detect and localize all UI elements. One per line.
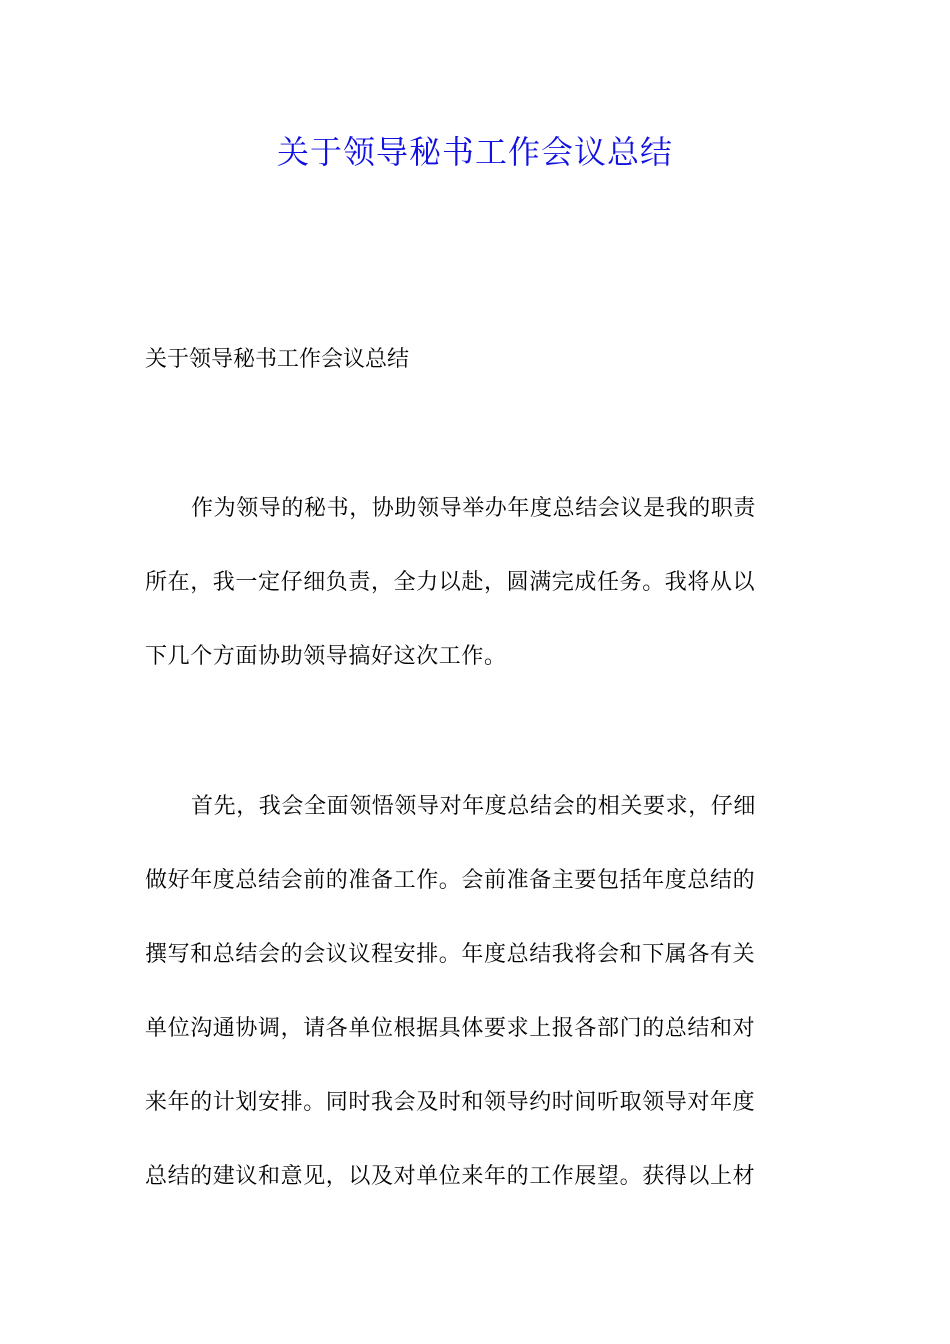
paragraph-line: 所在，我一定仔细负责，全力以赴，圆满完成任务。我将从以 <box>145 570 756 595</box>
paragraph-line: 作为领导的秘书，协助领导举办年度总结会议是我的职责 <box>191 496 757 521</box>
document-title: 关于领导秘书工作会议总结 <box>276 133 673 171</box>
paragraph-line: 下几个方面协助领导搞好这次工作。 <box>145 644 507 669</box>
paragraph-line: 单位沟通协调，请各单位根据具体要求上报各部门的总结和对 <box>145 1016 756 1041</box>
paragraph-line: 撰写和总结会的会议议程安排。年度总结我将会和下属各有关 <box>145 942 756 967</box>
paragraph-line: 来年的计划安排。同时我会及时和领导约时间听取领导对年度 <box>145 1090 756 1115</box>
paragraph-line: 首先，我会全面领悟领导对年度总结会的相关要求，仔细 <box>191 794 757 819</box>
paragraph-1 <box>145 472 805 694</box>
document-subtitle: 关于领导秘书工作会议总结 <box>145 347 410 372</box>
paragraph-line: 总结的建议和意见，以及对单位来年的工作展望。获得以上材 <box>145 1164 756 1189</box>
paragraph-line: 做好年度总结会前的准备工作。会前准备主要包括年度总结的 <box>145 868 756 893</box>
paragraph-2 <box>145 770 805 1214</box>
